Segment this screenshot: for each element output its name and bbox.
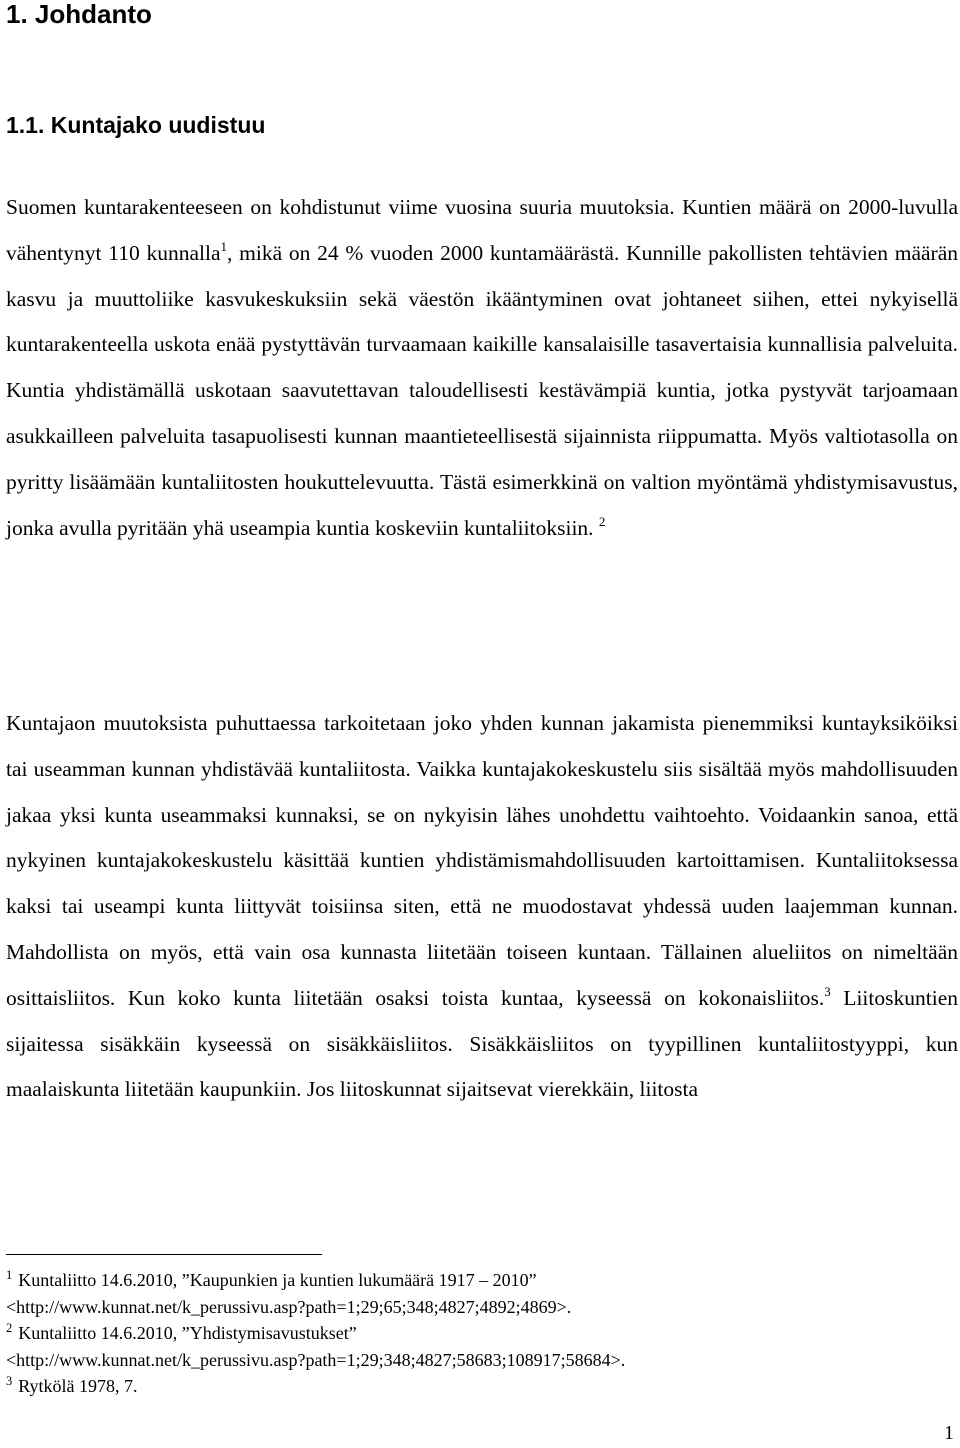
footnote-ref-2: 2 xyxy=(598,513,606,529)
paragraph-2-text-a: Kuntajaon muutoksista puhuttaessa tarkoitetaan joko yhden kunnan jakamista pienemmiksi kuntayksiköiksi tai useamman kunnan yhdistävää kuntaliitosta. Vaikka kuntajakokeskustelu siis sisältää myös mahdollisuuden jakaa yksi kunta useammaksi kunnaksi, se on nykyisin lähes unohdettu vaihtoehto. Voidaankin sanoa, että nykyinen kuntajakokeskustelu käsittää kuntien yhdistämismahdollisuuden kartoittamisen. Kuntaliitoksessa kaksi tai useampi kunta liittyvät toisiinsa siten, että ne muodostavat yhdessä uuden laajemman kunnan. Mahdollista on myös, että vain osa kunnasta liitetään toiseen kuntaan. Tällainen alueliitos on nimeltään osittaisliitos. Kun koko kunta liitetään osaksi toista kuntaa, kyseessä on kokonaisliitos. xyxy=(6,711,958,1010)
paragraph-2-text-b: Liitoskuntien sijaitessa sisäkkäin kyseessä on sisäkkäisliitos. Sisäkkäisliitos on tyypillinen kuntaliitostyyppi, kun maalaiskunta liitetään kaupunkiin. Jos liitoskunnat sijaitsevat vierekkäin, liitosta xyxy=(6,985,958,1102)
footnote-1-line-1 xyxy=(6,1267,958,1294)
footnote-ref-3: 3 xyxy=(824,983,831,999)
footnote-3-source: Rytkölä 1978, 7. xyxy=(18,1376,138,1397)
footnote-3-number: 3 xyxy=(6,1374,13,1389)
footnote-2-number: 2 xyxy=(6,1321,13,1336)
footnote-3-line-1 xyxy=(6,1373,958,1400)
paragraph-2 xyxy=(6,701,958,1113)
paragraph-1-text-a: Suomen kuntarakenteeseen on kohdistunut viime vuosina suuria muutoksia. Kuntien määrä on 2000-luvulla vähentynyt 110 kunnalla xyxy=(6,195,958,265)
chapter-heading: 1. Johdanto xyxy=(6,0,152,29)
page-number: 1 xyxy=(944,1422,954,1444)
footnotes xyxy=(6,1267,958,1400)
footnote-divider xyxy=(6,1254,322,1255)
footnote-1-url[interactable]: <http://www.kunnat.net/k_perussivu.asp?path=1;29;65;348;4827;4892;4869>. xyxy=(6,1296,572,1317)
footnote-ref-1: 1 xyxy=(220,238,228,254)
section-heading: 1.1. Kuntajako uudistuu xyxy=(6,112,266,138)
footnote-1-number: 1 xyxy=(6,1268,13,1282)
footnote-1-line-2 xyxy=(6,1294,958,1321)
footnote-1-source: Kuntaliitto 14.6.2010, ”Kaupunkien ja kuntien lukumäärä 1917 – 2010” xyxy=(18,1270,537,1290)
footnote-2-line-1 xyxy=(6,1320,958,1347)
paragraph-1 xyxy=(6,185,958,551)
footnote-2-url[interactable]: <http://www.kunnat.net/k_perussivu.asp?path=1;29;348;4827;58683;108917;58684>. xyxy=(6,1349,626,1370)
footnote-2-source: Kuntaliitto 14.6.2010, ”Yhdistymisavustukset” xyxy=(18,1323,357,1344)
paragraph-1-text-b: , mikä on 24 % vuoden 2000 kuntamäärästä. Kunnille pakollisten tehtävien määrän kasvu ja muuttoliike kasvukeskuksiin sekä väestön ikääntyminen ovat johtaneet siihen, ettei nykyisellä kuntarakenteella uskota enää pystyttävän turvaamaan kaikille kansalaisille tasavertaisia kunnallisia palveluita. Kuntia yhdistämällä uskotaan saavutettavan taloudellisesti kestävämpiä kuntia, jotka pystyvät tarjoamaan asukkailleen palveluita tasapuolisesti kunnan maantieteellisestä sijainnista riippumatta. Myös valtiotasolla on pyritty lisäämään kuntaliitosten houkuttelevuutta. Tästä esimerkkinä on valtion myöntämä yhdistymisavustus, jonka avulla pyritään yhä useampia kuntia koskeviin kuntaliitoksiin. xyxy=(6,240,958,540)
footnote-2-line-2 xyxy=(6,1347,958,1374)
